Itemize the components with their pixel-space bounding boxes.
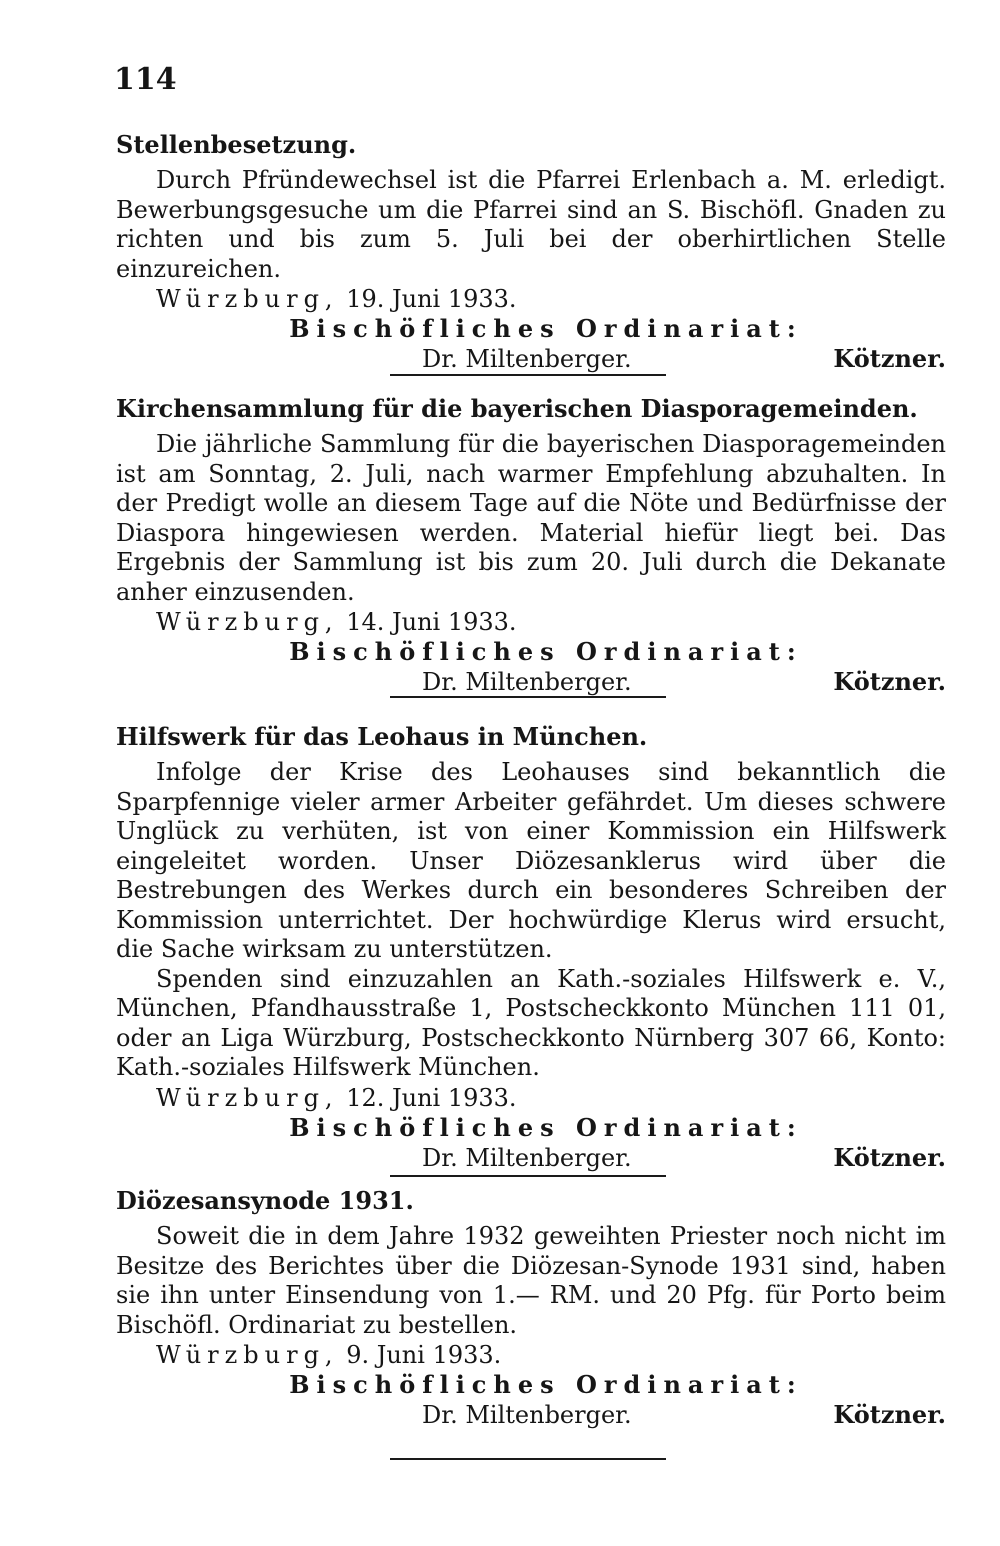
date-text: 12. Juni 1933. (346, 1083, 517, 1112)
signer-miltenberger: Dr. Miltenberger. (422, 668, 632, 696)
date-place: Würzburg, (156, 1341, 339, 1369)
date-line (116, 1340, 946, 1370)
date-place: Würzburg, (156, 608, 339, 636)
ordinariat-line: Bischöfliches Ordinariat: (289, 1370, 803, 1399)
section-divider (390, 696, 666, 698)
signer-koetzner: Kötzner. (833, 344, 946, 373)
section-dioezesansynode (116, 1186, 946, 1430)
date-line (116, 607, 946, 637)
section-heading: Kirchensammlung für die bayerischen Diasporagemeinden. (116, 394, 918, 423)
date-place: Würzburg, (156, 1083, 339, 1112)
section-heading: Diözesansynode 1931. (116, 1186, 414, 1215)
date-text: 19. Juni 1933. (346, 285, 517, 313)
signature-row (116, 1400, 946, 1430)
paragraph: Soweit die in dem Jahre 1932 geweihten Priester noch nicht im Besitze des Berichtes über die Diözesan-Synode 1931 sind, haben sie ihn unter Einsendung von 1.— RM. und 20 Pfg. für Porto beim Bischöfl. Ordinariat zu bestellen. (116, 1222, 946, 1339)
signer-koetzner: Kötzner. (833, 1142, 946, 1172)
date-line (116, 284, 946, 314)
paragraph: Die jährliche Sammlung für die bayerischen Diasporagemeinden ist am Sonntag, 2. Juli, nach warmer Empfehlung abzuhalten. In der Predigt wolle an diesem Tage auf die Nöte und Bedürfnisse der Diaspora hingewiesen werden. Material hiefür liegt bei. Das Ergebnis der Sammlung ist bis zum 20. Juli durch die Dekanate anher einzusenden. (116, 430, 946, 606)
section-divider (390, 1175, 666, 1177)
section-body (116, 166, 946, 284)
signer-koetzner: Kötzner. (833, 667, 946, 696)
section-body (116, 1222, 946, 1340)
section-divider (390, 1458, 666, 1460)
paragraph: Spenden sind einzuzahlen an Kath.-soziales Hilfswerk e. V., München, Pfandhausstraße 1, Postscheckkonto München 111 01, oder an Liga Würzburg, Postscheckkonto Nürnberg 307 66, Konto: Kath.-soziales Hilfswerk München. (116, 964, 946, 1081)
signer-koetzner: Kötzner. (833, 1400, 946, 1429)
section-divider (390, 374, 666, 376)
section-hilfswerk (116, 722, 946, 1173)
date-text: 9. Juni 1933. (346, 1341, 502, 1369)
signature-row (116, 1143, 946, 1173)
signer-miltenberger: Dr. Miltenberger. (422, 1401, 632, 1429)
ordinariat-line: Bischöfliches Ordinariat: (289, 314, 803, 343)
signature-row (116, 667, 946, 697)
signer-miltenberger: Dr. Miltenberger. (422, 345, 632, 373)
signature-row (116, 344, 946, 374)
section-heading: Stellenbesetzung. (116, 130, 357, 159)
date-place: Würzburg, (156, 285, 339, 313)
ordinariat-line: Bischöfliches Ordinariat: (289, 637, 803, 666)
paragraph: Infolge der Krise des Leohauses sind bekanntlich die Sparpfennige vieler armer Arbeiter gefährdet. Um dieses schwere Unglück zu verhüten, ist von einer Kommission ein Hilfswerk eingeleitet worden. Unser Diözesanklerus wird über die Bestrebungen des Werkes durch ein besonderes Schreiben der Kommission unterrichtet. Der hochwürdige Klerus wird ersucht, die Sache wirksam zu unterstützen. (116, 758, 946, 963)
paragraph: Durch Pfründewechsel ist die Pfarrei Erlenbach a. M. erledigt. Bewerbungsgesuche um die Pfarrei sind an S. Bischöfl. Gnaden zu richten und bis zum 5. Juli bei der oberhirtlichen Stelle einzureichen. (116, 166, 946, 283)
ordinariat-line: Bischöfliches Ordinariat: (289, 1112, 803, 1142)
date-text: 14. Juni 1933. (346, 608, 517, 636)
date-line (116, 1083, 946, 1113)
page-number: 114 (114, 62, 177, 97)
section-heading: Hilfswerk für das Leohaus in München. (116, 722, 648, 751)
section-body (116, 430, 946, 607)
section-stellenbesetzung (116, 130, 946, 374)
section-kirchensammlung (116, 394, 946, 697)
section-body (116, 758, 946, 1083)
signer-miltenberger: Dr. Miltenberger. (422, 1143, 632, 1172)
